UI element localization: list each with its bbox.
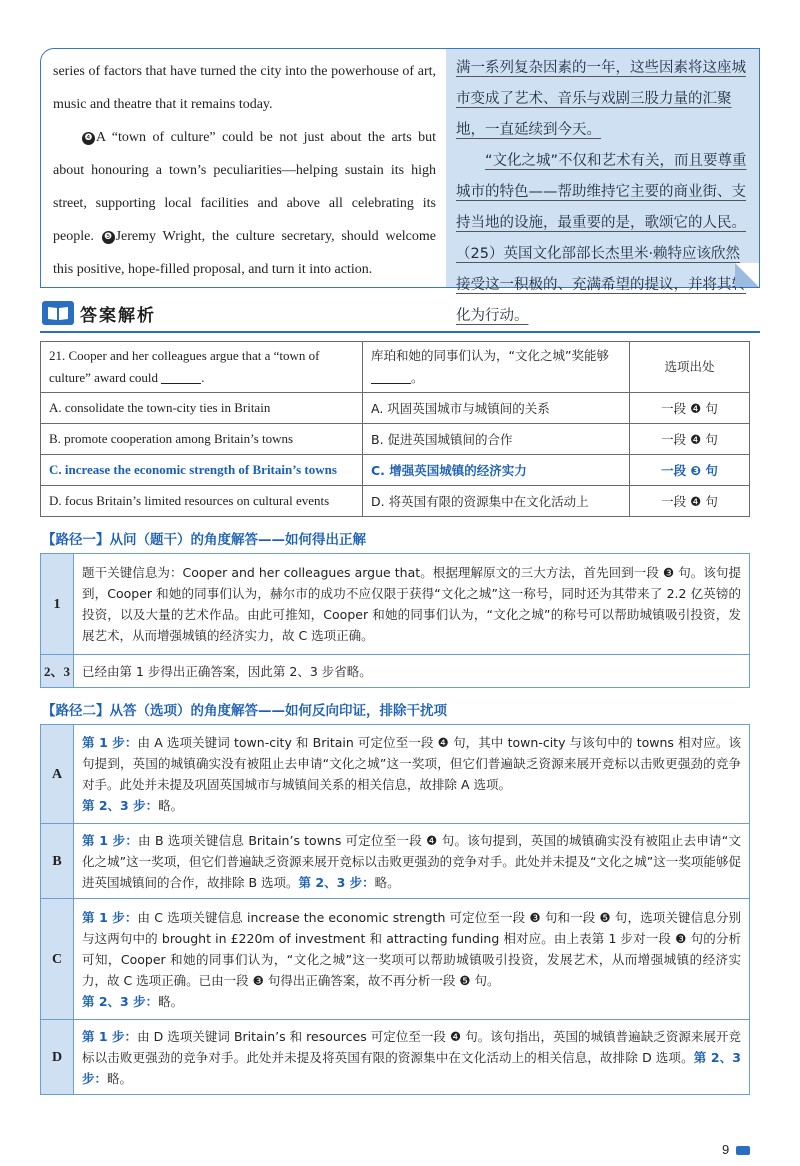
path2-option-text: [74, 899, 750, 1020]
section-title: 答案解析: [80, 305, 156, 326]
path1-row: [41, 655, 750, 688]
path2-c-text: 由 C 选项关键信息 increase the economic strength 可定位至一段 ❸ 句和一段 ❺ 句，选项关键信息分别与这两句中的 brought in £220m of investment 和 attracting funding 相对应。由上表第 1 步对一段 ❸ 句的分析可知，Cooper 和她的同事们认为，“文化之城”这一奖项可以帮助城镇吸引投资，发展艺术，从而增强城镇的经济实力，故 C 选项正确。已由一段 ❸ 句得出正确答案，故不再分析一段 ❺ 句。: [82, 909, 742, 988]
path2-option-text: [74, 824, 750, 899]
step23-label: 第 2、3 步：: [82, 993, 159, 1009]
path2-b-text: 由 B 选项关键信息 Britain’s towns 可定位至一段 ❹ 句。该句提到，英国的城镇确实没有被阻止去申请“文化之城”这一奖项，但它们普遍缺乏资源来展开竞标以击败更强劲的竞争对手。此处并未提及“文化之城”这一奖项能够促进英国城镇间的合作，故排除 B 选项。: [82, 832, 741, 890]
source-header: 选项出处: [630, 342, 750, 393]
step1-label: 第 1 步：: [82, 909, 138, 925]
chinese-paragraph-2: [456, 146, 747, 332]
option-row-correct: [41, 455, 750, 486]
step23-label: 第 2、3 步：: [298, 874, 375, 890]
page-fold-corner: [735, 263, 759, 287]
sentence-marker-5-icon: ❺: [102, 231, 115, 244]
path2-option-text: [74, 1020, 750, 1095]
answer-blank-cn: [371, 371, 411, 384]
option-c-source: 一段 ❸ 句: [630, 455, 750, 486]
chinese-paragraph-1: 满一系列复杂因素的一年，这些因素将这座城市变成了艺术、音乐与戏剧三股力量的汇聚地，一直延续到今天。: [456, 60, 746, 138]
section-divider: [40, 331, 760, 333]
path1-step-label: 1: [41, 554, 74, 655]
path2-option-label: B: [41, 824, 74, 899]
path2-table: [40, 724, 750, 1095]
question-table: [40, 341, 750, 517]
sentence-marker-4-icon: ❹: [82, 132, 95, 145]
path2-row: [41, 824, 750, 899]
option-a-cn: A. 巩固英国城市与城镇间的关系: [363, 393, 630, 424]
step23-label: 第 2、3 步：: [82, 1049, 742, 1086]
path2-option-label: A: [41, 725, 74, 824]
chinese-paragraph-2-part-a: “文化之城”不仅和艺术有关，而且要尊重城市的特色——帮助维持它主要的商业街、支持当地的设施，最重要的是，歌颂它的人民。: [456, 153, 747, 231]
stem-cn-end: 。: [411, 370, 424, 385]
path2-option-label: C: [41, 899, 74, 1020]
english-paragraph-2-part-b: Jeremy Wright, the culture secretary, should welcome this positive, hope-filled proposal, and turn it into action.: [53, 229, 436, 277]
path2-title: 【路径二】从答（选项）的角度解答——如何反向印证，排除干扰项: [42, 703, 447, 719]
option-b-cn: B. 促进英国城镇间的合作: [363, 424, 630, 455]
path2-row: [41, 1020, 750, 1095]
path2-a-text: 由 A 选项关键词 town-city 和 Britain 可定位至一段 ❹ 句，其中 town-city 与该句中的 towns 相对应。该句提到，英国的城镇确实没有被阻止去申请“文化之城”这一奖项，但它们普遍缺乏资源来展开竞标以击败更强劲的竞争对手。此处并未提及巩固英国城市与城镇间关系的相关信息，故排除 A 选项。: [82, 735, 741, 792]
section-heading: [42, 298, 156, 328]
path1-step-text: 已经由第 1 步得出正确答案，因此第 2、3 步省略。: [74, 655, 750, 688]
path2-c-end: 略。: [158, 993, 184, 1009]
stem-en-end: .: [201, 370, 205, 385]
option-row: [41, 424, 750, 455]
path2-row: [41, 899, 750, 1020]
option-b-source: 一段 ❹ 句: [630, 424, 750, 455]
page-number: 9: [722, 1142, 730, 1157]
answer-blank: [161, 371, 201, 384]
english-paragraph-2-part-a: A “town of culture” could be not just about the arts but about honouring a town’s peculiarities—helping sustain its high street, supporting local facilities and above all celebrating its people.: [53, 130, 436, 244]
step1-label: 第 1 步：: [82, 735, 138, 750]
english-paragraph-2: [53, 121, 436, 286]
path1-step-text: 题干关键信息为：Cooper and her colleagues argue that。根据理解原文的三大方法，首先回到一段 ❸ 句。该句提到，Cooper 和她的同事们认为，赫尔市的成功不应仅限于获得“文化之城”这一称号，同时还为其带来了 2.2 亿英镑的投资，以及大量的艺术作品。由此可推知，Cooper 和她的同事们认为，“文化之城”的称号可以帮助城镇吸引投资，发展艺术，从而增强城镇的经济实力，故 C 选项正确。: [74, 554, 750, 655]
path1-step-label: 2、3: [41, 655, 74, 688]
page-cap-icon: [736, 1146, 750, 1155]
path1-row: [41, 554, 750, 655]
option-d-cn: D. 将英国有限的资源集中在文化活动上: [363, 486, 630, 517]
english-paragraph-1: series of factors that have turned the city into the powerhouse of art, music and theatre that it remains today.: [53, 64, 436, 112]
question-stem-cn: [363, 342, 630, 393]
path2-b-end: 略。: [374, 874, 400, 890]
book-icon: [42, 301, 74, 325]
option-c-cn: C. 增强英国城镇的经济实力: [363, 455, 630, 486]
option-c-en: C. increase the economic strength of Britain’s towns: [41, 455, 363, 486]
option-row: [41, 486, 750, 517]
path2-row: [41, 725, 750, 824]
option-row: [41, 393, 750, 424]
path1-title: 【路径一】从问（题干）的角度解答——如何得出正解: [42, 532, 366, 548]
path2-a-end: 略。: [158, 798, 184, 813]
path1-table: [40, 553, 750, 688]
option-d-source: 一段 ❹ 句: [630, 486, 750, 517]
path2-option-text: [74, 725, 750, 824]
question-stem-row: [41, 342, 750, 393]
chinese-paragraph-2-part-b: （25）英国文化部部长杰里米·赖特应该欣然接受这一积极的、充满希望的提议，并将其转化为行动。: [456, 246, 746, 324]
path2-d-end: 略。: [107, 1070, 133, 1086]
stem-cn-text: 库珀和她的同事们认为，“文化之城”奖能够: [371, 348, 609, 363]
option-d-en: D. focus Britain’s limited resources on cultural events: [41, 486, 363, 517]
path2-option-label: D: [41, 1020, 74, 1095]
passage-chinese: [446, 49, 759, 324]
path2-d-text: 由 D 选项关键词 Britain’s 和 resources 可定位至一段 ❹ 句。该句指出，英国的城镇普遍缺乏资源来展开竞标以击败更强劲的竞争对手。此处并未提及将英国有限的资源集中在文化活动上的相关信息，故排除 D 选项。: [82, 1028, 742, 1065]
step1-label: 第 1 步：: [82, 1028, 138, 1044]
step1-label: 第 1 步：: [82, 832, 139, 848]
passage-english: [41, 49, 446, 287]
question-stem-en: [41, 342, 363, 393]
step23-label: 第 2、3 步：: [82, 798, 159, 813]
option-a-en: A. consolidate the town-city ties in Britain: [41, 393, 363, 424]
stem-en-text: 21. Cooper and her colleagues argue that a “town of culture” award could: [49, 348, 320, 385]
option-a-source: 一段 ❹ 句: [630, 393, 750, 424]
option-b-en: B. promote cooperation among Britain’s towns: [41, 424, 363, 455]
